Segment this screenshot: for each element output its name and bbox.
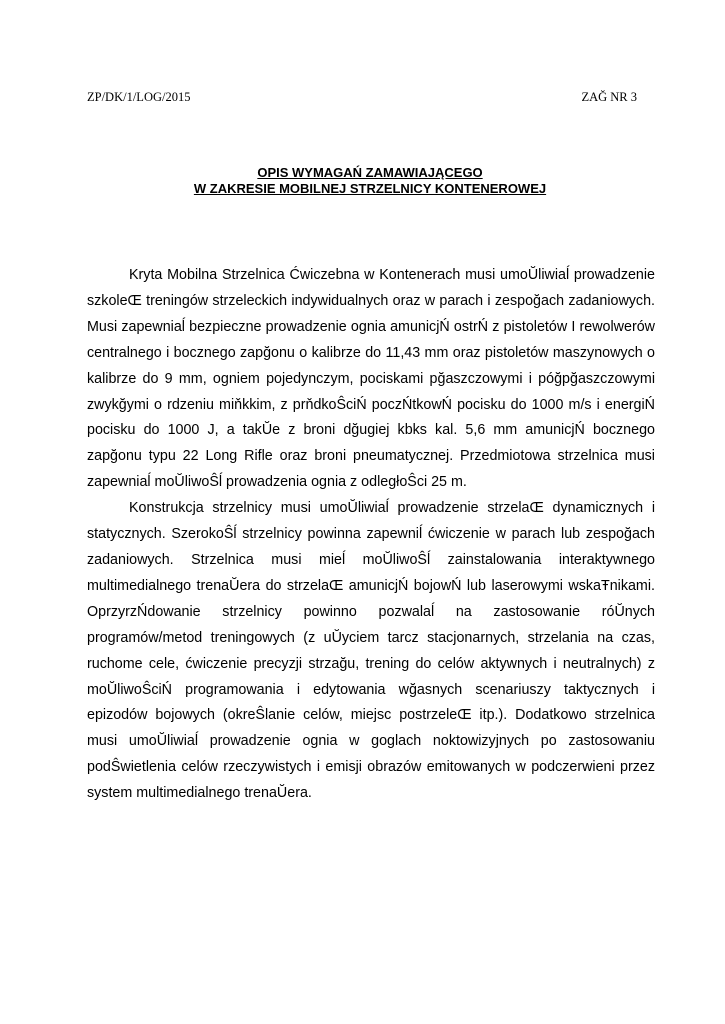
paragraph-2: Konstrukcja strzelnicy musi umoŬliwiaĺ prowadzenie strzelaŒ dynamicznych i statycznych. SzerokoŜĺ strzelnicy powinna zapewniĺ ćwiczenie w parach lub zespoğach zadaniowych. Strzelnica musi mieĺ moŬliwoŜĺ zainstalowania interaktywnego multimedialnego trenaŬera do strzelaŒ amunicjŃ bojowŃ lub laserowymi wskaŦnikami. OprzyrzŃdowanie strzelnicy powinno pozwalaĺ na zastosowanie róŬnych programów/metod treningowych (z uŬyciem tarcz stacjonarnych, strzelania na czas, ruchome cele, ćwiczenie precyzji strzağu, trening do celów aktywnych i neutralnych) z moŬliwoŜciŃ programowania i edytowania wğasnych scenariuszy taktycznych i epizodów bojowych (okreŜlanie celów, miejsc postrzeleŒ itp.). Dodatkowo strzelnica musi umoŬliwiaĺ prowadzenie ognia w goglach noktowizyjnych po zastosowaniu podŜwietlenia celów rzeczywistych i emisji obrazów emitowanych w podczerwieni przez system multimedialnego trenaŬera. (87, 500, 655, 802)
document-title (87, 165, 653, 197)
title-line-1: OPIS WYMAGAŃ ZAMAWIAJĄCEGO (257, 165, 483, 180)
document-reference: ZP/DK/1/LOG/2015 (87, 90, 191, 104)
attachment-number: ZAĞ NR 3 (581, 90, 637, 104)
title-line-2: W ZAKRESIE MOBILNEJ STRZELNICY KONTENEROWEJ (193, 181, 547, 196)
document-body (87, 263, 655, 807)
paragraph-1: Kryta Mobilna Strzelnica Ćwiczebna w Kontenerach musi umoŬliwiaĺ prowadzenie szkoleŒ treningów strzeleckich indywidualnych oraz w parach i zespoğach zadaniowych. Musi zapewniaĺ bezpieczne prowadzenie ognia amunicjŃ ostrŃ z pistoletów I rewolwerów centralnego i bocznego zapğonu o kalibrze do 11,43 mm oraz pistoletów maszynowych o kalibrze do 9 mm, ogniem pojedynczym, pociskami pğaszczowymi i póğpğaszczowymi zwykğymi o rdzeniu miňkkim, z prňdkoŜciŃ poczŃtkowŃ pocisku do 1000 m/s i energiŃ pocisku do 1000 J, a takŬe z broni dğugiej kbks kal. 5,6 mm amunicjŃ bocznego zapğonu typu 22 Long Rifle oraz broni pneumatycznej. Przedmiotowa strzelnica musi zapewniaĺ moŬliwoŜĺ prowadzenia ognia z odległoŜci 25 m. (87, 267, 655, 491)
